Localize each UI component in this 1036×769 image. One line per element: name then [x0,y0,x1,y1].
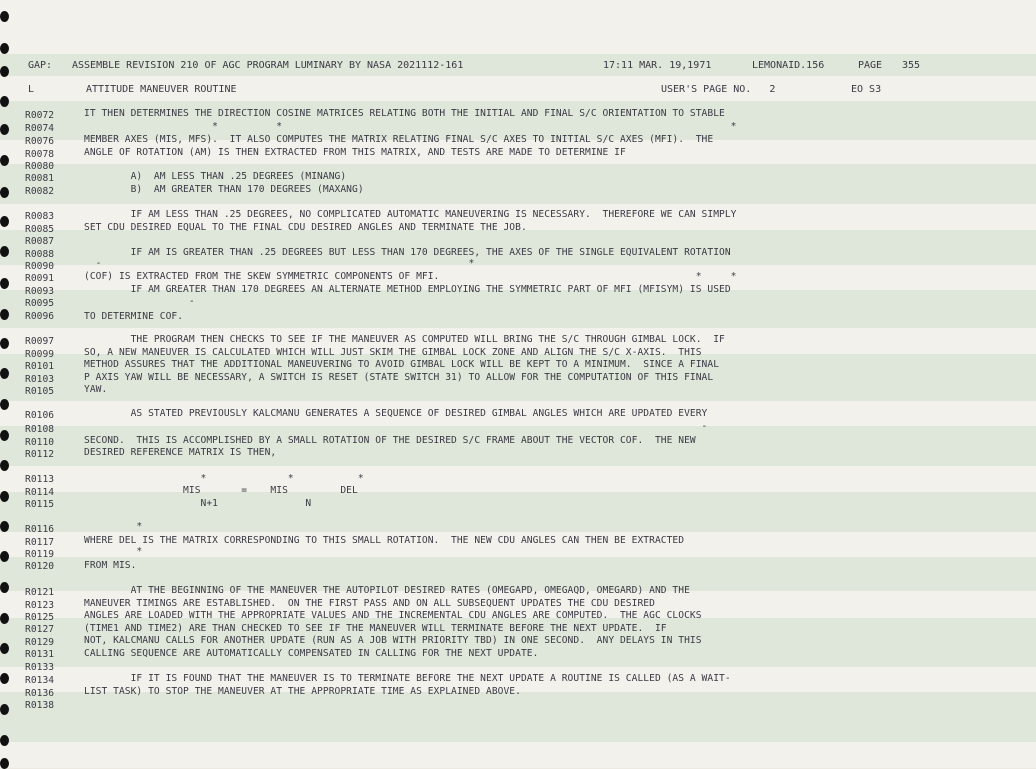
paper-band [0,426,1036,466]
feed-hole-icon [0,338,9,349]
paper-band [0,692,1036,742]
line-seq: R0116 [25,524,55,535]
feed-hole-icon [0,11,9,22]
line-text: AS STATED PREVIOUSLY KALCMANU GENERATES A SEQUENCE OF DESIRED GIMBAL ANGLES WHICH ARE UPDATED EVERY [84,408,708,419]
line-seq: R0138 [25,700,55,711]
line-seq: R0110 [25,437,55,448]
line-seq: R0131 [25,649,55,660]
header-page-label: PAGE [858,60,883,71]
line-seq: R0127 [25,624,55,635]
header-gap: GAP: [28,60,53,71]
line-text: (TIME1 AND TIME2) ARE THAN CHECKED TO SEE IF THE MANEUVER WILL TERMINATE BEFORE THE NEXT UPDATE. IF [84,623,667,634]
feed-hole-icon [0,124,9,135]
line-text: AT THE BEGINNING OF THE MANEUVER THE AUTOPILOT DESIRED RATES (OMEGAPD, OMEGAQD, OMEGARD) AND THE [84,585,690,596]
line-seq: R0090 [25,261,55,272]
header-time-date: 17:11 MAR. 19,1971 [603,60,712,71]
feed-hole-icon [0,643,9,654]
line-text: NOT, KALCMANU CALLS FOR ANOTHER UPDATE (RUN AS A JOB WITH PRIORITY TBD) IN ONE SECOND. ANY DELAYS IN THIS [84,635,702,646]
line-seq: R0078 [25,149,55,160]
line-seq: R0085 [25,224,55,235]
line-text: MEMBER AXES (MIS, MFS). IT ALSO COMPUTES THE MATRIX RELATING FINAL S/C AXES TO INITIAL S/C AXES (MFI). THE [84,134,714,145]
line-text: - [84,296,195,307]
line-text: IF AM IS GREATER THAN .25 DEGREES BUT LESS THAN 170 DEGREES, THE AXES OF THE SINGLE EQUIVALENT ROTATION [84,247,731,258]
eo-label: EO S3 [851,84,882,95]
line-text: YAW. [84,384,108,395]
line-seq: R0072 [25,110,55,121]
line-seq: R0134 [25,675,55,686]
line-text: MIS = MIS DEL [84,485,358,496]
line-text: DESIRED REFERENCE MATRIX IS THEN, [84,447,277,458]
line-seq: R0112 [25,449,55,460]
feed-hole-icon [0,551,9,562]
line-text: WHERE DEL IS THE MATRIX CORRESPONDING TO THIS SMALL ROTATION. THE NEW CDU ANGLES CAN THEN BE EXTRACTED [84,535,685,546]
feed-hole-icon [0,491,9,502]
feed-hole-icon [0,187,9,198]
line-seq: R0133 [25,662,55,673]
line-seq: R0108 [25,424,55,435]
line-text: * * * [84,473,364,484]
line-seq: R0113 [25,474,55,485]
feed-hole-icon [0,430,9,441]
feed-hole-icon [0,704,9,715]
line-text: METHOD ASSURES THAT THE ADDITIONAL MANEUVERING TO AVOID GIMBAL LOCK WILL BE KEPT TO A MINIMUM. SINCE A FINAL [84,359,720,370]
line-seq: R0083 [25,211,55,222]
line-seq: R0076 [25,136,55,147]
line-text: * [84,521,143,532]
line-text: FROM MIS. [84,560,137,571]
line-text: LIST TASK) TO STOP THE MANEUVER AT THE APPROPRIATE TIME AS EXPLAINED ABOVE. [84,686,521,697]
line-text: SET CDU DESIRED EQUAL TO THE FINAL CDU DESIRED ANGLES AND TERMINATE THE JOB. [84,222,527,233]
line-text: ANGLES ARE LOADED WITH THE APPROPRIATE VALUES AND THE INCREMENTAL CDU ANGLES ARE COMPUTED. THE AGC CLOCKS [84,610,702,621]
line-seq: R0106 [25,410,55,421]
line-text: (COF) IS EXTRACTED FROM THE SKEW SYMMETRIC COMPONENTS OF MFI. * * [84,271,737,282]
line-seq: R0129 [25,637,55,648]
line-seq: R0103 [25,374,55,385]
line-seq: R0117 [25,537,55,548]
line-seq: R0081 [25,173,55,184]
line-seq: R0093 [25,286,55,297]
feed-hole-icon [0,216,9,227]
line-seq: R0096 [25,311,55,322]
feed-hole-icon [0,521,9,532]
line-text: IF AM LESS THAN .25 DEGREES, NO COMPLICATED AUTOMATIC MANEUVERING IS NECESSARY. THEREFORE WE CAN SIMPLY [84,209,737,220]
line-seq: R0105 [25,386,55,397]
line-text: IF IT IS FOUND THAT THE MANEUVER IS TO TERMINATE BEFORE THE NEXT UPDATE A ROUTINE IS CALLED (AS A WAIT- [84,673,731,684]
routine-title: ATTITUDE MANEUVER ROUTINE [86,84,237,95]
line-text: THE PROGRAM THEN CHECKS TO SEE IF THE MANEUVER AS COMPUTED WILL BRING THE S/C THROUGH GIMBAL LOCK. IF [84,334,725,345]
line-text: N+1 N [84,498,312,509]
line-text: P AXIS YAW WILL BE NECESSARY, A SWITCH IS RESET (STATE SWITCH 31) TO ALLOW FOR THE COMPUTATION OF THIS FINAL [84,372,714,383]
line-text: B) AM GREATER THAN 170 DEGREES (MAXANG) [84,184,364,195]
line-text: * [84,546,143,557]
feed-hole-icon [0,673,9,684]
header-page-number: 355 [902,60,921,71]
line-text: - * [84,258,475,269]
line-text: IF AM GREATER THAN 170 DEGREES AN ALTERNATE METHOD EMPLOYING THE SYMMETRIC PART OF MFI (MFISYM) IS USED [84,284,731,295]
line-seq: R0088 [25,249,55,260]
line-seq: R0095 [25,298,55,309]
line-seq: R0121 [25,587,55,598]
line-seq: R0099 [25,349,55,360]
line-seq: R0101 [25,361,55,372]
feed-hole-icon [0,246,9,257]
paper-top [0,0,1036,54]
line-seq: R0080 [25,161,55,172]
line-text: SO, A NEW MANEUVER IS CALCULATED WHICH WILL JUST SKIM THE GIMBAL LOCK ZONE AND ALIGN THE S/C X-AXIS. THIS [84,347,702,358]
line-seq: R0125 [25,612,55,623]
feed-hole-icon [0,66,9,77]
line-text: ANGLE OF ROTATION (AM) IS THEN EXTRACTED FROM THIS MATRIX, AND TESTS ARE MADE TO DETERMINE IF [84,147,626,158]
line-seq: R0136 [25,688,55,699]
feed-hole-icon [0,309,9,320]
line-text: A) AM LESS THAN .25 DEGREES (MINANG) [84,171,347,182]
header-title: ASSEMBLE REVISION 210 OF AGC PROGRAM LUMINARY BY NASA 2021112-161 [72,60,464,71]
feed-hole-icon [0,155,9,166]
line-text: CALLING SEQUENCE ARE AUTOMATICALLY COMPENSATED IN CALLING FOR THE NEXT UPDATE. [84,648,539,659]
feed-hole-icon [0,43,9,54]
line-seq: R0114 [25,487,55,498]
feed-hole-icon [0,96,9,107]
line-text: MANEUVER TIMINGS ARE ESTABLISHED. ON THE FIRST PASS AND ON ALL SUBSEQUENT UPDATES THE CDU DESIRED [84,598,655,609]
line-seq: R0120 [25,561,55,572]
feed-hole-icon [0,758,9,769]
header-lemonaid: LEMONAID.156 [752,60,825,71]
line-seq: R0123 [25,600,55,611]
feed-hole-icon [0,460,9,471]
feed-hole-icon [0,613,9,624]
feed-hole-icon [0,735,9,746]
line-seq: R0091 [25,273,55,284]
line-text: - [84,421,708,432]
line-seq: R0097 [25,336,55,347]
feed-hole-icon [0,368,9,379]
line-seq: R0115 [25,499,55,510]
line-text: TO DETERMINE COF. [84,311,184,322]
line-seq: R0074 [25,123,55,134]
feed-hole-icon [0,582,9,593]
line-seq: R0082 [25,186,55,197]
feed-hole-icon [0,399,9,410]
line-text: * * * [84,121,737,132]
feed-hole-icon [0,278,9,289]
line-text: SECOND. THIS IS ACCOMPLISHED BY A SMALL ROTATION OF THE DESIRED S/C FRAME ABOUT THE VECTOR COF. THE NEW [84,435,696,446]
header-l: L [28,84,35,95]
paper-band [0,742,1036,768]
line-seq: R0087 [25,236,55,247]
users-page-number: USER'S PAGE NO. 2 [661,84,776,95]
line-text: IT THEN DETERMINES THE DIRECTION COSINE MATRICES RELATING BOTH THE INITIAL AND FINAL S/C ORIENTATION TO STABLE [84,108,725,119]
line-seq: R0119 [25,549,55,560]
